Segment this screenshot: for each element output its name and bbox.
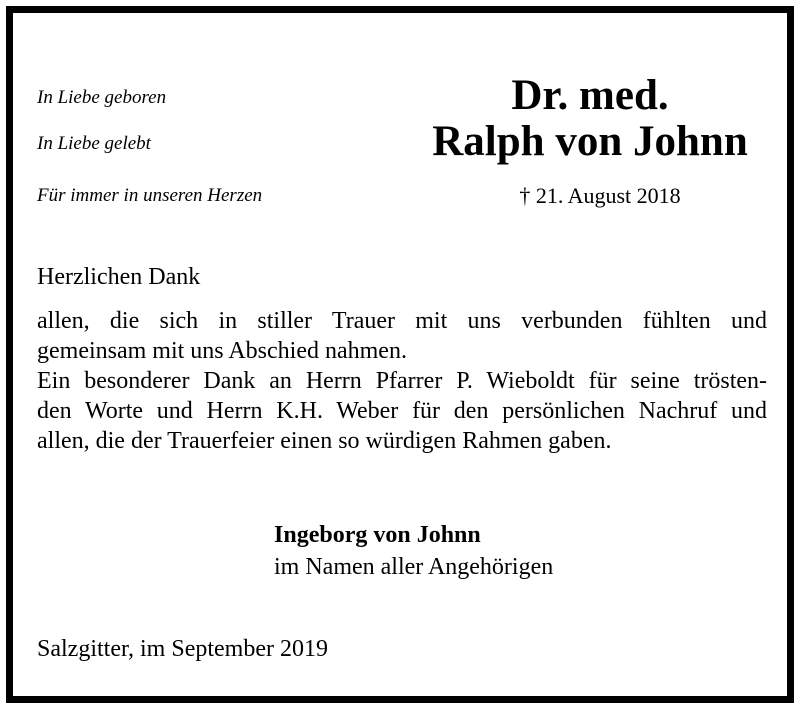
thanks-message [37, 306, 767, 456]
motto-line-1: In Liebe geboren [37, 87, 167, 108]
message-line-5: allen, die der Trauerfeier einen so würdigen Rahmen gaben. [37, 428, 612, 454]
signer-name: Ingeborg von Johnn [274, 522, 481, 548]
message-line-1: allen, die sich in stiller Trauer mit uns verbunden fühlten und [37, 308, 767, 334]
motto-line-3: Für immer in unseren Herzen [37, 185, 263, 206]
motto-line-2: In Liebe gelebt [37, 133, 151, 154]
message-line-3: Ein besonderer Dank an Herrn Pfarrer P. Wieboldt für seine trösten- [37, 368, 767, 394]
thanks-heading: Herzlichen Dank [37, 264, 201, 290]
death-date: † 21. August 2018 [519, 183, 681, 208]
message-line-2: gemeinsam mit uns Abschied nahmen. [37, 338, 407, 364]
message-line-4: den Worte und Herrn K.H. Weber für den persönlichen Nachruf und [37, 398, 767, 424]
deceased-title: Dr. med. [511, 72, 669, 119]
deceased-name: Ralph von Johnn [432, 118, 748, 165]
place-and-date: Salzgitter, im September 2019 [37, 636, 328, 662]
signer-subline: im Namen aller Angehörigen [274, 554, 554, 580]
